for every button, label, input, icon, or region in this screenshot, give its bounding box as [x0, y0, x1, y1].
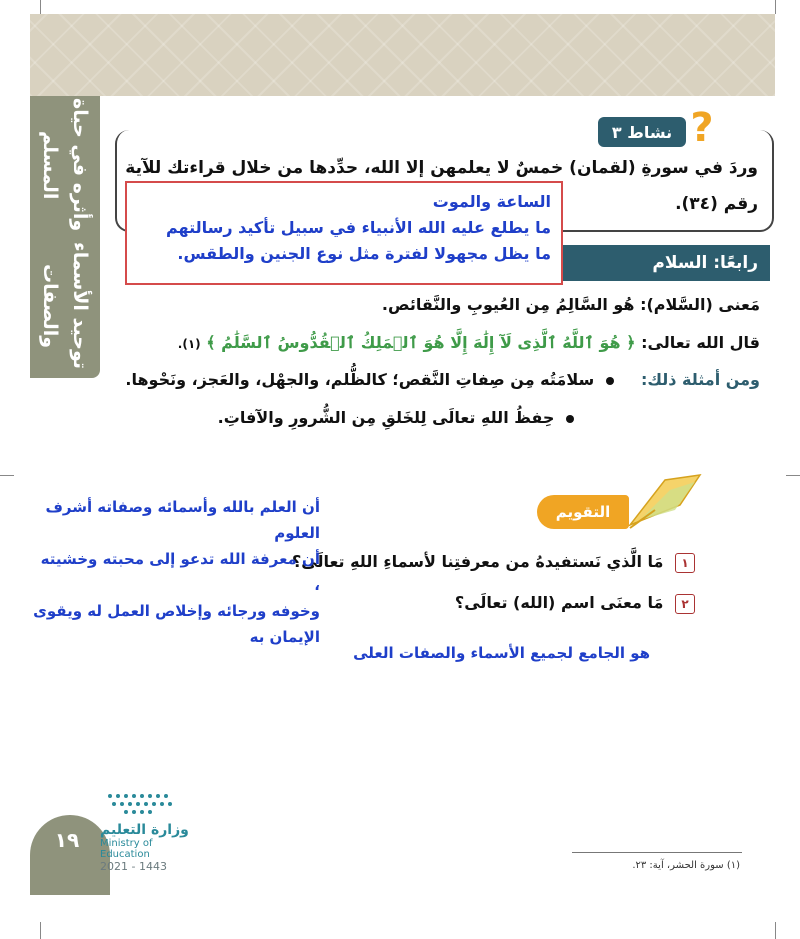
crop-mark [40, 922, 41, 939]
meaning-line: مَعنى (السَّلام): هُو السَّالِمُ مِن العُيوبِ والنَّقائص. [381, 295, 760, 314]
example-item: حِفظُ اللهِ تعالَى لِلخَلقِ مِن الشُّرورِ والآفاتِ. [217, 408, 555, 427]
chapter-title-line1: توحيد الأسماء والصفات [39, 242, 91, 370]
examples-label: ومن أمثلة ذلك: [640, 370, 760, 389]
crop-mark [775, 922, 776, 939]
page-number: ١٩ [54, 828, 80, 852]
activity-badge-label: نشاط ٣ [611, 122, 673, 142]
activity-text-line2: رقم (٣٤). [675, 194, 758, 214]
question-text: مَا معنَى اسم (الله) تعالَى؟ [454, 593, 664, 612]
answer-line1: الساعة والموت [432, 192, 551, 211]
question1-answer-note [30, 494, 320, 650]
crop-mark [775, 0, 776, 14]
activity-text-line1: وردَ في سورةِ (لقمان) خمسٌ لا يعلمهن إلا الله، حدِّدها من خلال قراءتك للآية [125, 158, 758, 178]
bullet-icon [566, 415, 574, 423]
note-line: وخوفه ورجائه وإخلاص العمل له ويقوى [33, 602, 320, 620]
question-mark-icon: ? [690, 105, 714, 151]
assessment-question [455, 593, 695, 614]
answer-line2: ما يطلع عليه الله الأنبياء في سبيل تأكيد رسالتهم [165, 218, 551, 237]
question-text: مَا الَّذي نَستفيدهُ من معرفتِنا لأسماءِ اللهِ تعالَى؟ [292, 552, 664, 571]
ministry-name-en: Ministry of Education [100, 838, 153, 860]
footnote-divider [572, 852, 742, 853]
section-title-bar [540, 245, 770, 281]
activity-answer-box [125, 181, 563, 285]
question-number: ٢ [675, 594, 695, 614]
crop-mark [0, 475, 14, 476]
page-number-tab [30, 815, 110, 895]
examples-line1 [125, 370, 760, 389]
bullet-icon [606, 377, 614, 385]
assessment-badge-label: التقويم [555, 503, 611, 521]
assessment-badge [537, 495, 629, 529]
question2-answer: هو الجامع لجميع الأسماء والصفات العلى [353, 644, 650, 662]
section-title: رابعًا: السلام [652, 253, 758, 273]
quran-ref: (١). [177, 337, 201, 351]
note-line: أن العلم بالله وأسمائه وصفاته أشرف العلوم [45, 498, 320, 542]
assessment-question [292, 552, 695, 573]
answer-line3: ما يظل مجهولا لفترة مثل نوع الجنين والطقس. [177, 244, 551, 263]
crop-mark [40, 0, 41, 14]
ministry-logo [100, 790, 200, 880]
pen-feather-icon [625, 470, 705, 532]
crop-mark [786, 475, 800, 476]
ministry-name-ar: وزارة التعليم [100, 822, 189, 838]
note-line: الإيمان به [249, 628, 320, 646]
chapter-title-line2: وأثره في حياة المسلم [39, 98, 91, 232]
quran-intro: قال الله تعالى: [641, 333, 760, 352]
note-line: أن معرفة الله تدعو إلى محبته وخشيته ، [40, 550, 320, 594]
activity-badge [598, 117, 686, 147]
quran-verse: ﴿ هُوَ ٱللَّهُ ٱلَّذِى لَآ إِلَٰهَ إِلَّا هُوَ ٱلۡمَلِكُ ٱلۡقُدُّوسُ ٱلسَّلَٰمُ ﴾ [206, 333, 636, 352]
examples-line2 [218, 408, 574, 427]
question-number: ١ [675, 553, 695, 573]
chapter-side-title [30, 96, 100, 378]
ministry-dots-icon [100, 790, 190, 818]
example-item: سلامَتُه مِن صِفاتِ النَّقص؛ كالظُّلم، والجهْل، والعَجز، ونَحْوها. [125, 370, 595, 389]
ministry-year: 2021 - 1443 [100, 860, 167, 873]
decorative-header-band [30, 14, 775, 96]
quran-line [178, 333, 760, 352]
footnote: (١) سورة الحشر، آية: ٢٣. [632, 860, 740, 871]
